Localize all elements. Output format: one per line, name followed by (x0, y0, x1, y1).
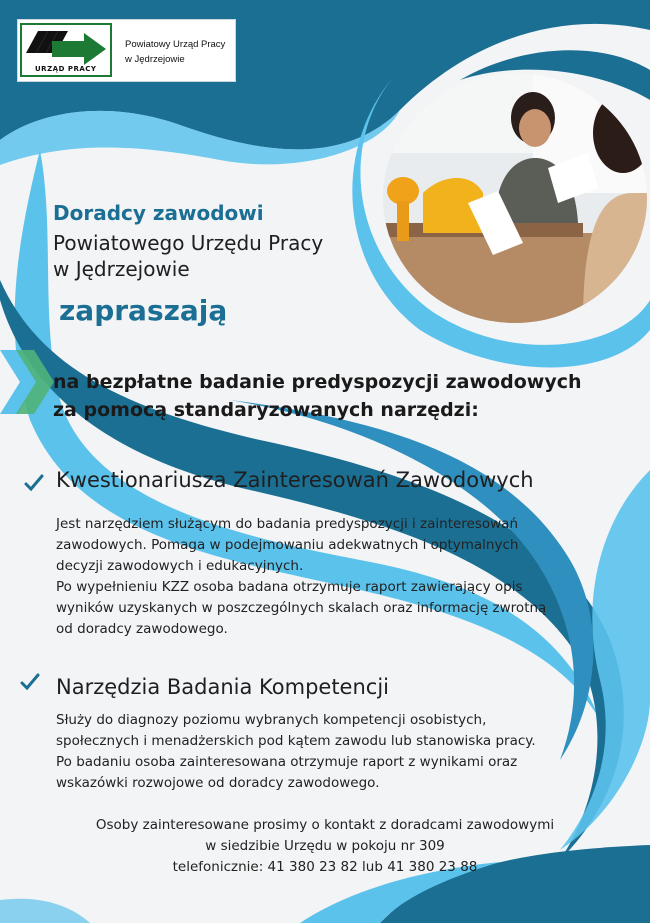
logo-box (17, 19, 236, 82)
contact-line2: w siedzibie Urzędu w pokoju nr 309 (205, 838, 445, 854)
invite-heading: zapraszają (59, 294, 228, 327)
body-line: decyzji zawodowych i edukacyjnych. (56, 558, 304, 574)
body-line: społecznych i menadżerskich pod kątem zawodu lub stanowiska pracy. (56, 733, 536, 749)
title-office-line1: Powiatowego Urzędu Pracy (53, 231, 324, 255)
contact-line1: Osoby zainteresowane prosimy o kontakt z doradcami zawodowymi (95, 817, 555, 833)
body-line: od doradcy zawodowego. (56, 621, 228, 637)
title-counselors: Doradcy zawodowi (53, 201, 264, 225)
contact-phone: telefonicznie: 41 380 23 82 lub 41 380 23 88 (172, 859, 478, 875)
logo-org-name (125, 37, 225, 67)
body-line: zawodowych. Pomaga w podejmowaniu adekwatnych i optymalnych (56, 537, 519, 553)
contact-info (40, 815, 610, 878)
lead-line1: na bezpłatne badanie predyspozycji zawodowych (53, 371, 582, 393)
body-line: wskazówki rozwojowe od doradcy zawodowego. (56, 775, 380, 791)
logo-caption: URZĄD PRACY (35, 65, 97, 73)
title-office-line2: w Jędrzejowie (53, 257, 190, 281)
counselling-photo (383, 73, 647, 323)
logo-org-line2: w Jędrzejowie (125, 54, 185, 65)
meeting-illustration (383, 73, 647, 323)
checkmark-icon (20, 673, 40, 691)
checkmark-icon (24, 474, 44, 492)
body-line: Jest narzędziem służącym do badania predyspozycji i zainteresowań (56, 516, 519, 532)
section-nbk-body (56, 710, 616, 794)
bottom-left-wave (0, 899, 90, 923)
body-line: Po badaniu osoba zainteresowana otrzymuje raport z wynikami oraz (56, 754, 518, 770)
body-line: wyników uzyskanych w poszczególnych skalach oraz informację zwrotną (56, 600, 547, 616)
logo-org-line1: Powiatowy Urząd Pracy (125, 39, 226, 50)
body-line: Po wypełnieniu KZZ osoba badana otrzymuje raport zawierający opis (56, 579, 523, 595)
lead-line2: za pomocą standaryzowanych narzędzi: (53, 399, 479, 421)
section-kzz-title: Kwestionariusza Zainteresowań Zawodowych (56, 468, 534, 492)
logo-mark (20, 23, 112, 77)
lead-text (53, 368, 643, 424)
section-nbk-title: Narzędzia Badania Kompetencji (56, 675, 390, 699)
section-kzz-body (56, 514, 616, 640)
body-line: Służy do diagnozy poziomu wybranych kompetencji osobistych, (56, 712, 487, 728)
title-office (53, 230, 383, 282)
